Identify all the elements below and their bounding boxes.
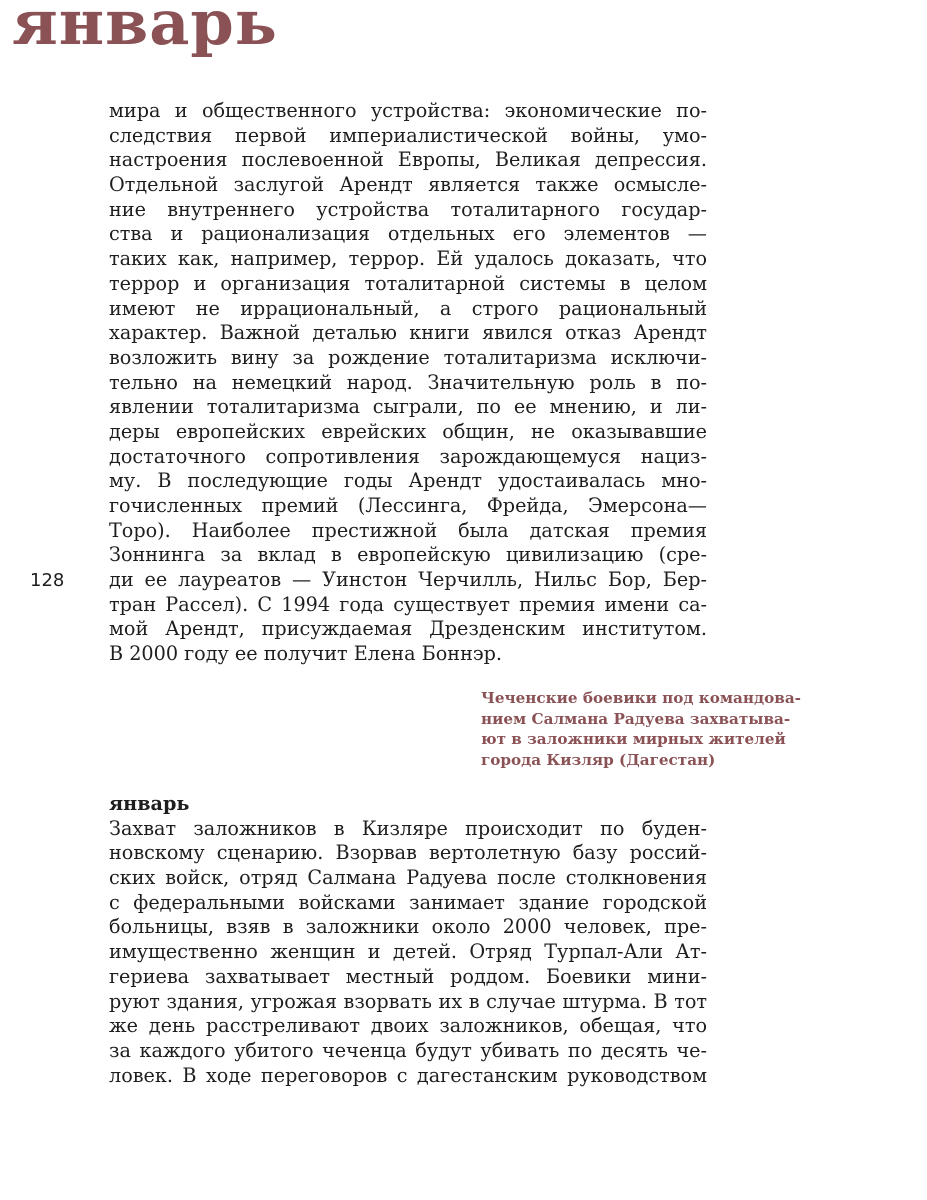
sidenote-event-summary	[481, 688, 841, 770]
text-line: руют здания, угрожая взорвать их в случае штурма. В тот	[109, 989, 707, 1013]
text-line: настроения послевоенной Европы, Великая депрессия.	[109, 148, 707, 172]
section-heading: январь	[109, 792, 190, 815]
text-line: ловек. В ходе переговоров с дагестанским руководством	[109, 1063, 707, 1087]
sidenote-line: нием Салмана Радуева захватыва-	[481, 709, 791, 728]
text-line: мира и общественного устройства: экономические по-	[109, 99, 707, 122]
section-block	[109, 792, 707, 1088]
text-line: достаточного сопротивления зарождающемуся нациз-	[109, 444, 707, 468]
sidenote-line: ют в заложники мирных жителей	[481, 730, 786, 748]
text-line: В 2000 году ее получит Елена Боннэр.	[109, 642, 502, 666]
text-line: характер. Важной деталью книги явился отказ Арендт	[109, 321, 707, 345]
text-line: же день расстреливают двоих заложников, обещая, что	[109, 1014, 707, 1038]
text-line: возложить вину за рождение тоталитаризма исключи-	[109, 345, 707, 369]
text-line: следствия первой империалистической войны, умо-	[109, 123, 707, 147]
text-line: с федеральными войсками занимает здание городской	[109, 890, 707, 914]
text-line: имеют не иррациональный, а строго рациональный	[109, 296, 707, 320]
text-line: деры европейских еврейских общин, не оказывавшие	[109, 419, 707, 443]
text-line: гочисленных премий (Лессинга, Фрейда, Эмерсона—	[109, 494, 707, 517]
text-line: гериева захватывает местный роддом. Боевики мини-	[109, 964, 707, 988]
text-line: Торо). Наиболее престижной была датская премия	[109, 518, 707, 542]
text-line: ди ее лауреатов — Уинстон Черчилль, Нильс Бор, Бер-	[109, 568, 707, 592]
text-line: новскому сценарию. Взорвав вертолетную базу россий-	[109, 841, 707, 865]
sidenote-line: Чеченские боевики под командова-	[481, 689, 801, 707]
text-line: Захват заложников в Кизляре происходит по буден-	[109, 816, 707, 840]
sidenote-line: города Кизляр (Дагестан)	[481, 750, 716, 769]
text-line: явлении тоталитаризма сыграли, по ее мнению, и ли-	[109, 395, 707, 419]
text-line: ства и рационализация отдельных его элементов —	[109, 222, 707, 246]
text-line: за каждого убитого чеченца будут убивать по десять че-	[109, 1038, 707, 1062]
text-line: ние внутреннего устройства тоталитарного государ-	[109, 197, 707, 221]
text-line: мой Арендт, присуждаемая Дрезденским институтом.	[109, 617, 707, 641]
text-line: тельно на немецкий народ. Значительную роль в по-	[109, 370, 707, 394]
main-text-block	[109, 99, 707, 667]
running-head-month: январь	[12, 0, 278, 59]
page-number: 128	[30, 570, 65, 591]
text-line: террор и организация тоталитарной системы в целом	[109, 271, 707, 295]
text-line: Зоннинга за вклад в европейскую цивилизацию (сре-	[109, 543, 707, 567]
text-line: Отдельной заслугой Арендт является также осмысле-	[109, 173, 707, 197]
text-line: имущественно женщин и детей. Отряд Турпал-Али Ат-	[109, 940, 707, 964]
text-line: тран Рассел). С 1994 года существует премия имени са-	[109, 592, 707, 616]
text-line: ских войск, отряд Салмана Радуева после столкновения	[109, 866, 707, 890]
text-line: таких как, например, террор. Ей удалось доказать, что	[109, 247, 707, 271]
text-line: больницы, взяв в заложники около 2000 человек, пре-	[109, 915, 707, 939]
text-line: му. В последующие годы Арендт удостаивалась мно-	[109, 469, 707, 493]
